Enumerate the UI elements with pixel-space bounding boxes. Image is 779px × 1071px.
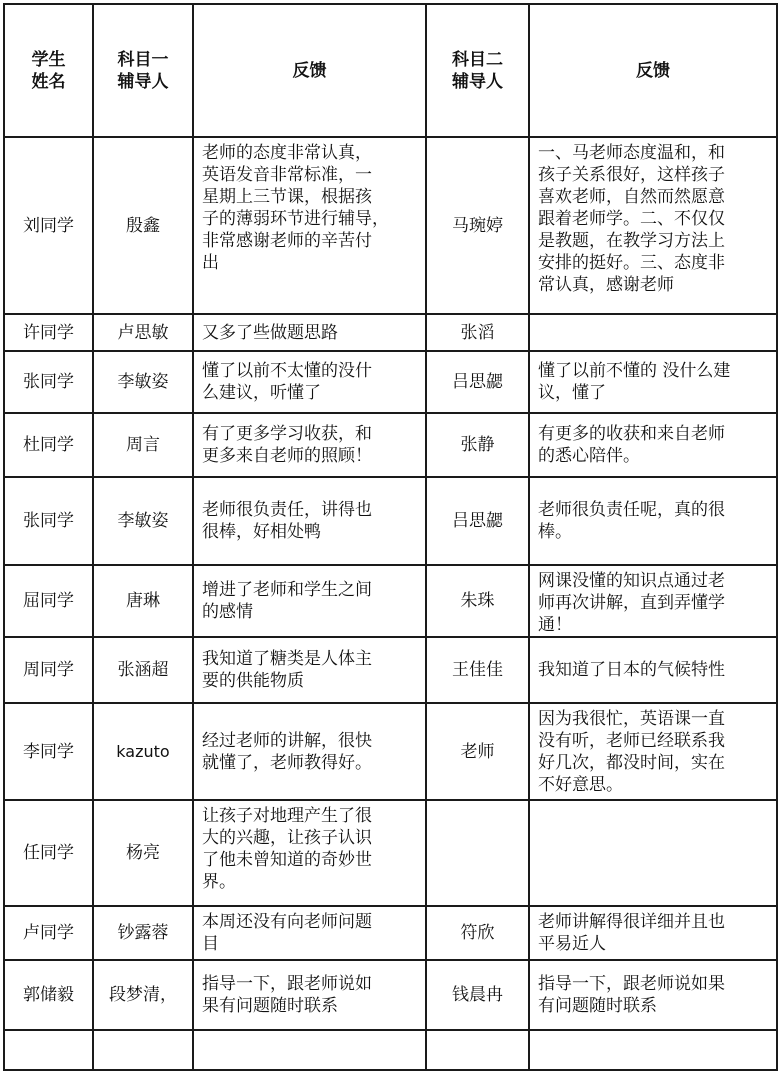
header-student: 学生 姓名 (4, 4, 93, 137)
table-row (4, 703, 777, 800)
tutor2-cell: 马琬婷 (426, 137, 529, 314)
student-cell: 任同学 (4, 800, 93, 906)
table-row (4, 800, 777, 906)
tutor2-cell: 吕思勰 (426, 477, 529, 565)
feedback-sheet (3, 3, 778, 1071)
feedback2-cell: 老师很负责任呢，真的很 棒。 (529, 477, 777, 565)
feedback1-cell: 老师的态度非常认真， 英语发音非常标准，一 星期上三节课，根据孩 子的薄弱环节进行辅导， 非常感谢老师的辛苦付 出 (193, 137, 426, 314)
feedback2-cell: 有更多的收获和来自老师 的悉心陪伴。 (529, 413, 777, 477)
student-cell: 屈同学 (4, 565, 93, 637)
feedback2-cell (529, 1030, 777, 1070)
tutor2-cell (426, 800, 529, 906)
student-cell: 周同学 (4, 637, 93, 703)
table-row (4, 960, 777, 1030)
feedback-table (3, 3, 778, 1071)
tutor2-cell: 朱珠 (426, 565, 529, 637)
feedback2-cell (529, 800, 777, 906)
student-cell: 张同学 (4, 351, 93, 413)
tutor1-cell: 殷鑫 (93, 137, 193, 314)
feedback1-cell: 本周还没有向老师问题 目 (193, 906, 426, 960)
table-row-partial (4, 1030, 777, 1070)
tutor2-cell: 张滔 (426, 314, 529, 351)
feedback2-cell: 指导一下，跟老师说如果 有问题随时联系 (529, 960, 777, 1030)
table-row (4, 137, 777, 314)
header-row (4, 4, 777, 137)
tutor2-cell: 吕思勰 (426, 351, 529, 413)
header-tutor1: 科目一 辅导人 (93, 4, 193, 137)
tutor1-cell (93, 1030, 193, 1070)
student-cell: 刘同学 (4, 137, 93, 314)
tutor1-cell: 卢思敏 (93, 314, 193, 351)
student-cell: 郭储毅 (4, 960, 93, 1030)
tutor1-cell: kazuto (93, 703, 193, 800)
student-cell: 张同学 (4, 477, 93, 565)
table-row (4, 413, 777, 477)
header-tutor2: 科目二 辅导人 (426, 4, 529, 137)
tutor1-cell: 杨亮 (93, 800, 193, 906)
feedback1-cell: 又多了些做题思路 (193, 314, 426, 351)
tutor1-cell: 李敏姿 (93, 477, 193, 565)
feedback1-cell: 指导一下，跟老师说如 果有问题随时联系 (193, 960, 426, 1030)
student-cell: 李同学 (4, 703, 93, 800)
table-row (4, 477, 777, 565)
feedback2-cell: 老师讲解得很详细并且也 平易近人 (529, 906, 777, 960)
student-cell (4, 1030, 93, 1070)
feedback1-cell: 让孩子对地理产生了很 大的兴趣，让孩子认识 了他未曾知道的奇妙世 界。 (193, 800, 426, 906)
feedback2-cell: 因为我很忙，英语课一直 没有听，老师已经联系我 好几次，都没时间，实在 不好意思。 (529, 703, 777, 800)
table-row (4, 637, 777, 703)
tutor1-cell: 张涵超 (93, 637, 193, 703)
feedback1-cell: 老师很负责任，讲得也 很棒，好相处鸭 (193, 477, 426, 565)
tutor1-cell: 钞露蓉 (93, 906, 193, 960)
feedback2-cell: 懂了以前不懂的 没什么建 议，懂了 (529, 351, 777, 413)
feedback2-cell (529, 314, 777, 351)
feedback1-cell (193, 1030, 426, 1070)
feedback2-cell: 网课没懂的知识点通过老 师再次讲解，直到弄懂学 通！ (529, 565, 777, 637)
feedback1-cell: 有了更多学习收获，和 更多来自老师的照顾！ (193, 413, 426, 477)
tutor1-cell: 李敏姿 (93, 351, 193, 413)
table-row (4, 314, 777, 351)
feedback1-cell: 我知道了糖类是人体主 要的供能物质 (193, 637, 426, 703)
feedback1-cell: 懂了以前不太懂的没什 么建议，听懂了 (193, 351, 426, 413)
table-row (4, 565, 777, 637)
table-row (4, 351, 777, 413)
tutor1-cell: 唐琳 (93, 565, 193, 637)
feedback1-cell: 经过老师的讲解，很快 就懂了，老师教得好。 (193, 703, 426, 800)
tutor2-cell: 王佳佳 (426, 637, 529, 703)
header-feedback2: 反馈 (529, 4, 777, 137)
feedback1-cell: 增进了老师和学生之间 的感情 (193, 565, 426, 637)
tutor2-cell: 钱晨冉 (426, 960, 529, 1030)
student-cell: 卢同学 (4, 906, 93, 960)
feedback2-cell: 我知道了日本的气候特性 (529, 637, 777, 703)
tutor2-cell (426, 1030, 529, 1070)
student-cell: 杜同学 (4, 413, 93, 477)
tutor1-cell: 段梦清， (93, 960, 193, 1030)
tutor1-cell: 周言 (93, 413, 193, 477)
student-cell: 许同学 (4, 314, 93, 351)
table-row (4, 906, 777, 960)
tutor2-cell: 张静 (426, 413, 529, 477)
feedback2-cell: 一、马老师态度温和，和 孩子关系很好，这样孩子 喜欢老师，自然而然愿意 跟着老师学。二、不仅仅 是教题，在教学习方法上 安排的挺好。三、态度非 常认真，感谢老师 (529, 137, 777, 314)
tutor2-cell: 老师 (426, 703, 529, 800)
header-feedback1: 反馈 (193, 4, 426, 137)
tutor2-cell: 符欣 (426, 906, 529, 960)
